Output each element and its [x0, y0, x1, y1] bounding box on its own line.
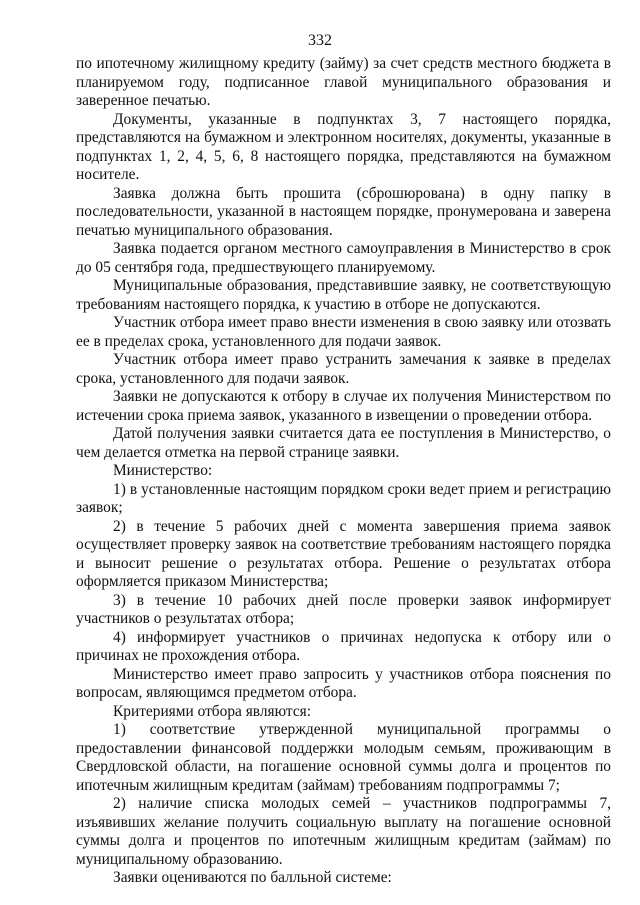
criteria-item-1: 1) соответствие утвержденной муниципальной программы о предоставлении финансовой поддержки молодым семьям, проживающим в Свердловской области, на погашение основной суммы долга и процентов по ипотечным жилищным кредитам (займам) требованиям подпрограммы 7; [76, 721, 611, 794]
paragraph-receipt-date: Датой получения заявки считается дата ее поступления в Министерство, о чем делается отметка на первой странице заявки. [76, 425, 611, 461]
criteria-item-2: 2) наличие списка молодых семей – участников подпрограммы 7, изъявивших желание получить социальную выплату на погашение основной суммы долга и процентов по ипотечным жилищным кредитам (займам) по муниципальному образованию. [76, 795, 611, 868]
paragraph-submission: Заявка подается органом местного самоуправления в Министерство в срок до 05 сентября года, предшествующего планируемому. [76, 240, 611, 276]
paragraph-criteria-heading: Критериями отбора являются: [113, 702, 312, 720]
list-item-2: 2) в течение 5 рабочих дней с момента завершения приема заявок осуществляет проверку заявок на соответствие требованиям настоящего порядка и выносит решение о результатах отбора. Решение о результатах отбора оформляется приказом Министерства; [76, 517, 611, 590]
list-item-4: 4) информирует участников о причинах недопуска к отбору или о причинах не прохождения отбора. [76, 628, 611, 664]
paragraph-clarifications: Министерство имеет право запросить у участников отбора пояснения по вопросам, являющимся предметом отбора. [76, 665, 611, 701]
paragraph-ministry-heading: Министерство: [113, 462, 213, 479]
list-item-1: 1) в установленные настоящим порядком сроки ведет прием и регистрацию заявок; [76, 480, 611, 516]
list-item-3: 3) в течение 10 рабочих дней после проверки заявок информирует участников о результатах отбора; [76, 591, 611, 627]
paragraph-noncompliant: Муниципальные образования, представившие заявку, не соответствующую требованиям настоящего порядка, к участию в отборе не допускаются. [76, 277, 611, 313]
paragraph-remarks: Участник отбора имеет право устранить замечания к заявке в пределах срока, установленного для подачи заявок. [76, 351, 611, 387]
paragraph-binding: Заявка должна быть прошита (сброшюрована) в одну папку в последовательности, указанной в настоящем порядке, пронумерована и заверена печатью муниципального образования. [76, 184, 611, 239]
document-body [76, 55, 611, 888]
paragraph-changes: Участник отбора имеет право внести изменения в свою заявку или отозвать ее в пределах срока, установленного для подачи заявок. [76, 314, 611, 350]
paragraph-documents: Документы, указанные в подпунктах 3, 7 настоящего порядка, представляются на бумажном и электронном носителях, документы, указанные в подпунктах 1, 2, 4, 5, 6, 8 настоящего порядка, представляются на бумажном носителе. [76, 110, 611, 183]
paragraph-late-applications: Заявки не допускаются к отбору в случае их получения Министерством по истечении срока приема заявок, указанного в извещении о проведении отбора. [76, 388, 611, 424]
paragraph-scoring: Заявки оцениваются по балльной системе: [113, 869, 392, 886]
paragraph-intro: по ипотечному жилищному кредиту (займу) за счет средств местного бюджета в планируемом году, подписанное главой муниципального образования и заверенное печатью. [76, 55, 611, 109]
page-number: 332 [308, 32, 332, 49]
